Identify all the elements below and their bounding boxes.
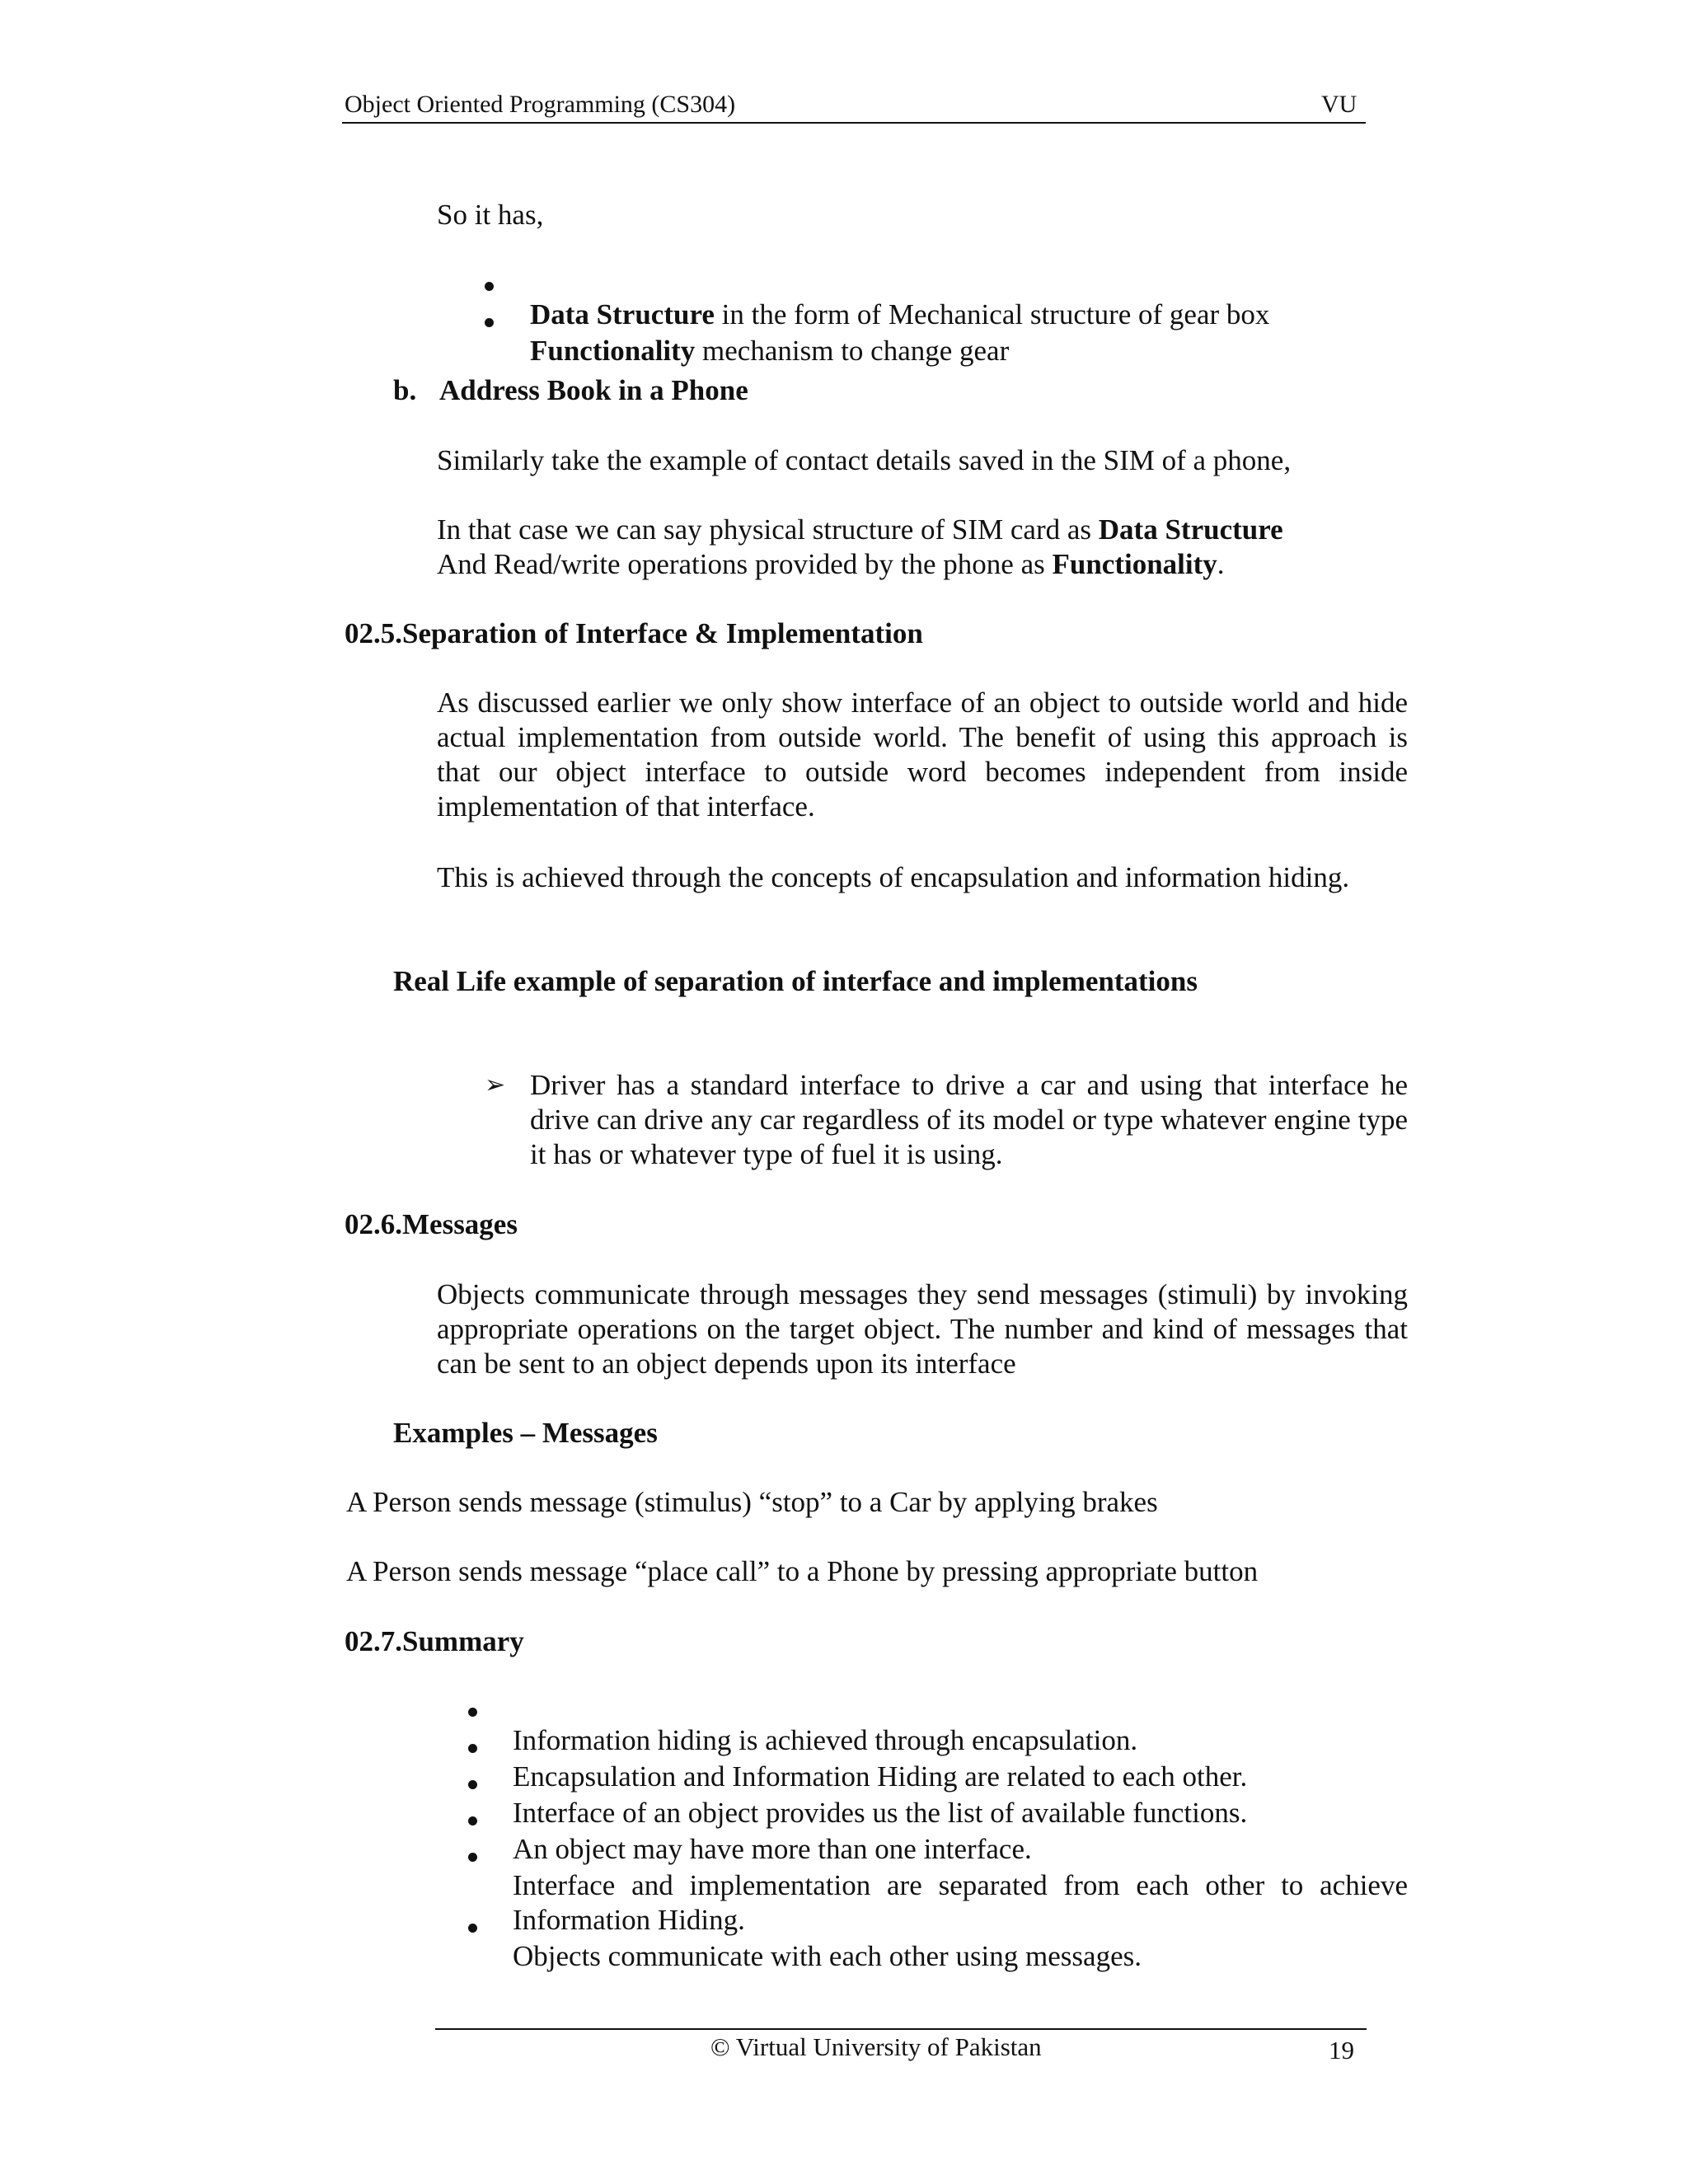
section-heading: 02.7.Summary — [345, 1625, 524, 1657]
header-title: Object Oriented Programming (CS304) — [345, 91, 736, 118]
list-item-bold: Data Structure — [530, 298, 715, 330]
list-item-bold: Functionality — [530, 335, 696, 367]
subsection-heading: Real Life example of separation of interface and implementations — [393, 965, 1198, 997]
bullet-dot-icon — [468, 1780, 477, 1789]
list-item: Information hiding is achieved through encapsulation. — [513, 1724, 1138, 1756]
bullet-dot-icon — [468, 1816, 477, 1825]
section-heading: 02.5.Separation of Interface & Implementation — [345, 617, 923, 649]
example-text: A Person sends message “place call” to a Phone by pressing appropriate button — [346, 1555, 1259, 1587]
list-item: Interface and implementation are separated from each other to achieve Information Hiding. — [513, 1869, 1408, 1936]
list-item: Driver has a standard interface to drive a car and using that interface he drive can drive any car regardless of its model or type whatever engine type it has or whatever type of fuel it is using. — [530, 1069, 1408, 1170]
example-text: A Person sends message (stimulus) “stop” to a Car by applying brakes — [346, 1486, 1158, 1518]
paragraph-bold: Data Structure — [1098, 513, 1283, 546]
list-item-text: in the form of Mechanical structure of gear box — [714, 298, 1270, 330]
paragraph: Similarly take the example of contact details saved in the SIM of a phone, — [437, 444, 1292, 476]
intro-text: So it has, — [437, 199, 544, 231]
paragraph: As discussed earlier we only show interface of an object to outside world and hide actual implementation from outside world. The benefit of using this approach is that our object interface to outside word becomes independent from inside implementation of that interface. — [437, 687, 1408, 823]
subsection-marker: b. — [393, 374, 417, 406]
paragraph: This is achieved through the concepts of encapsulation and information hiding. — [437, 861, 1350, 893]
bullet-dot-icon — [468, 1924, 477, 1933]
paragraph-text: . — [1217, 548, 1225, 580]
paragraph: Objects communicate through messages they send messages (stimuli) by invoking appropriate operations on the target object. The number and kind of messages that can be sent to an object depends upon its interface — [437, 1278, 1408, 1380]
paragraph — [437, 513, 1426, 582]
arrow-bullet-icon: ➢ — [485, 1071, 506, 1099]
list-item: An object may have more than one interface. — [513, 1833, 1032, 1865]
section-heading: 02.6.Messages — [345, 1208, 518, 1240]
bullet-dot-icon — [485, 282, 494, 291]
bullet-dot-icon — [468, 1708, 477, 1717]
list-item: Objects communicate with each other using messages. — [513, 1940, 1142, 1972]
paragraph-text: And Read/write operations provided by the phone as — [437, 548, 1053, 580]
subsection-heading: Examples – Messages — [393, 1417, 658, 1449]
bullet-dot-icon — [468, 1744, 477, 1753]
footer-divider — [435, 2028, 1367, 2030]
paragraph-bold: Functionality — [1052, 548, 1217, 580]
list-item — [530, 298, 1437, 332]
footer-copyright: © Virtual University of Pakistan — [710, 2032, 1042, 2061]
subsection-heading: Address Book in a Phone — [439, 374, 748, 406]
paragraph-text: In that case we can say physical structure of SIM card as — [437, 513, 1099, 546]
list-item: Encapsulation and Information Hiding are related to each other. — [513, 1760, 1248, 1793]
page-number: 19 — [1329, 2036, 1354, 2064]
header-divider — [342, 122, 1366, 124]
bullet-dot-icon — [468, 1853, 477, 1862]
list-item: Interface of an object provides us the list of available functions. — [513, 1797, 1248, 1829]
bullet-dot-icon — [485, 318, 494, 327]
header-right: VU — [1321, 91, 1357, 118]
list-item-text: mechanism to change gear — [695, 335, 1010, 367]
list-item — [530, 334, 1437, 368]
